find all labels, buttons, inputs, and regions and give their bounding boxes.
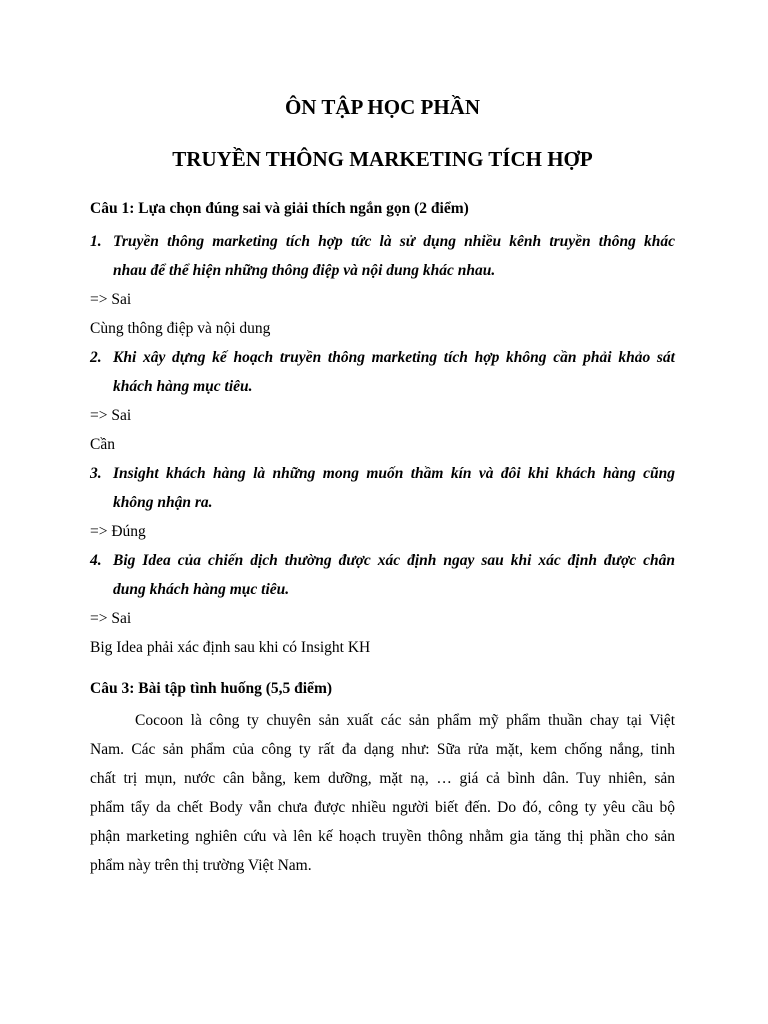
explanation-4: Big Idea phải xác định sau khi có Insight KH	[90, 639, 371, 656]
document-subtitle: TRUYỀN THÔNG MARKETING TÍCH HỢP	[172, 147, 593, 171]
question-number: 1.	[90, 233, 102, 250]
document-title: ÔN TẬP HỌC PHẦN	[284, 95, 481, 119]
question-3	[90, 464, 675, 522]
question-2	[90, 348, 675, 406]
question-number: 2.	[90, 349, 102, 366]
answer-3: => Đúng	[90, 523, 146, 540]
explanation-1: Cùng thông điệp và nội dung	[90, 320, 271, 337]
question-text-line: dung khách hàng mục tiêu.	[113, 581, 290, 598]
document-page	[90, 0, 675, 1024]
paragraph-line: Nam. Các sản phẩm của công ty rất đa dạng như: Sữa rửa mặt, kem chống nắng, tinh	[90, 741, 675, 758]
section-1-heading: Câu 1: Lựa chọn đúng sai và giải thích ngắn gọn (2 điểm)	[90, 200, 469, 217]
section-3-heading: Câu 3: Bài tập tình huống (5,5 điểm)	[90, 680, 333, 697]
question-text-line: Truyền thông marketing tích hợp tức là sử dụng nhiều kênh truyền thông khác	[113, 233, 675, 250]
question-text-line: khách hàng mục tiêu.	[113, 378, 253, 395]
answer-2: => Sai	[90, 407, 132, 424]
question-1	[90, 232, 675, 290]
paragraph-line: phẩm tẩy da chết Body vẫn chưa được nhiều người biết đến. Do đó, công ty yêu cầu bộ	[90, 799, 675, 816]
paragraph-line: phẩm này trên thị trường Việt Nam.	[90, 857, 312, 874]
question-number: 3.	[90, 465, 102, 482]
question-text-line: nhau để thể hiện những thông điệp và nội dung khác nhau.	[113, 262, 496, 279]
question-number: 4.	[90, 552, 102, 569]
paragraph-line: chất trị mụn, nước cân bằng, kem dưỡng, mặt nạ, … giá cả bình dân. Tuy nhiên, sản	[90, 770, 675, 787]
paragraph-line: phận marketing nghiên cứu và lên kế hoạch truyền thông nhằm gia tăng thị phần cho sản	[90, 828, 675, 845]
question-4	[90, 551, 675, 609]
paragraph-line: Cocoon là công ty chuyên sản xuất các sản phẩm mỹ phẩm thuần chay tại Việt	[135, 712, 675, 729]
question-text-line: Khi xây dựng kế hoạch truyền thông marketing tích hợp không cần phải khảo sát	[113, 349, 675, 366]
question-text-line: Insight khách hàng là những mong muốn thầm kín và đôi khi khách hàng cũng	[113, 465, 675, 482]
answer-1: => Sai	[90, 291, 132, 308]
case-study-paragraph	[90, 711, 675, 885]
question-text-line: Big Idea của chiến dịch thường được xác định ngay sau khi xác định được chân	[113, 552, 675, 569]
answer-4: => Sai	[90, 610, 132, 627]
explanation-2: Cần	[90, 436, 115, 453]
question-text-line: không nhận ra.	[113, 494, 213, 511]
